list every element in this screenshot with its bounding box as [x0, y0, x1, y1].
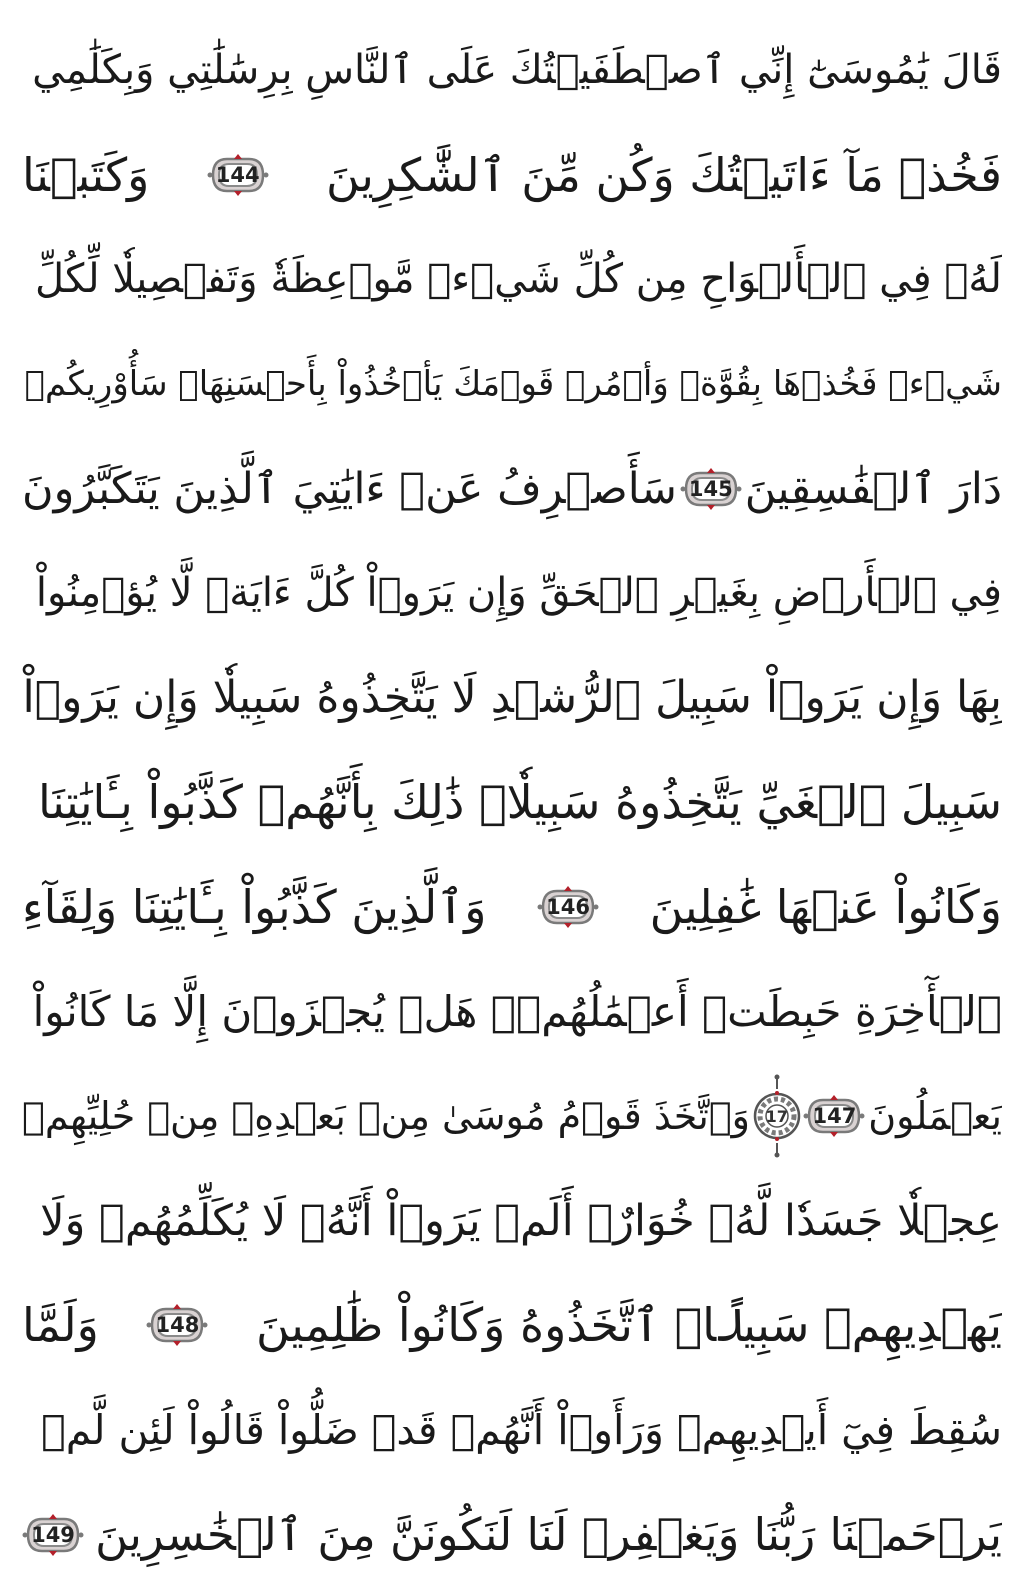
verse-line: [22, 1482, 1002, 1587]
verse-line: [22, 646, 1002, 751]
verse-line: [22, 332, 1002, 437]
verse-text: سُقِطَ فِيٓ أَيۡدِيهِمۡ وَرَأَوۡاْ أَنَّهُمۡ قَدۡ ضَلُّواْ قَالُواْ لَئِن لَّمۡ: [41, 1406, 1002, 1455]
verse-text: شَيۡءٖ فَخُذۡهَا بِقُوَّةٖ وَأۡمُرۡ قَوۡمَكَ يَأۡخُذُواْ بِأَحۡسَنِهَاۚ سَأُوْرِيكُمۡ: [24, 364, 1002, 405]
verse-text: وَكَانُواْ عَنۡهَا غَٰفِلِينَ: [649, 880, 1002, 935]
verse-text: دَارَ ٱلۡفَٰسِقِينَ: [744, 463, 1002, 514]
verse-text: سَأَصۡرِفُ عَنۡ ءَايَٰتِيَ ٱلَّذِينَ يَتَكَبَّرُونَ: [22, 463, 677, 514]
verse-line: [22, 541, 1002, 646]
verse-line: [22, 1064, 1002, 1169]
hizb-marker-icon: [753, 1073, 801, 1159]
verse-line: [22, 855, 1002, 960]
verse-text: فَخُذۡ مَآ ءَاتَيۡتُكَ وَكُن مِّنَ ٱلشَّٰكِرِينَ: [326, 147, 1002, 202]
ayah-number: 147: [812, 1104, 857, 1129]
verse-lines: [22, 18, 1002, 1587]
ayah-end-icon: [537, 885, 599, 929]
ayah-end-icon: [803, 1094, 865, 1138]
verse-line: [22, 227, 1002, 332]
ayah-number: 145: [688, 476, 733, 501]
verse-text: ٱلۡأٓخِرَةِ حَبِطَتۡ أَعۡمَٰلُهُمۡۚ هَلۡ يُجۡزَوۡنَ إِلَّا مَا كَانُواْ: [32, 987, 1002, 1037]
ayah-end-icon: [22, 1513, 84, 1557]
verse-line: [22, 1378, 1002, 1483]
verse-text: وَٱلَّذِينَ كَذَّبُواْ بِـَٔايَٰتِنَا وَلِقَآءِ: [22, 880, 487, 935]
verse-text: يَهۡدِيهِمۡ سَبِيلًاۘ ٱتَّخَذُوهُ وَكَانُواْ ظَٰلِمِينَ: [255, 1298, 1002, 1353]
ayah-end-icon: [146, 1303, 208, 1347]
verse-text: فِي ٱلۡأَرۡضِ بِغَيۡرِ ٱلۡحَقِّ وَإِن يَرَوۡاْ كُلَّ ءَايَةٖ لَّا يُؤۡمِنُواْ: [35, 570, 1002, 617]
ayah-number: 149: [31, 1522, 75, 1547]
ayah-number: 144: [215, 162, 260, 187]
verse-line: [22, 750, 1002, 855]
verse-text: سَبِيلَ ٱلۡغَيِّ يَتَّخِذُوهُ سَبِيلٗاۚ ذَٰلِكَ بِأَنَّهُمۡ كَذَّبُواْ بِـَٔايَٰتِنَا: [37, 775, 1002, 830]
verse-line: [22, 1169, 1002, 1274]
verse-text: وَٱتَّخَذَ قَوۡمُ مُوسَىٰ مِنۢ بَعۡدِهِۦ مِنۡ حُلِيِّهِمۡ: [22, 1094, 751, 1139]
verse-text: يَرۡحَمۡنَا رَبُّنَا وَيَغۡفِرۡ لَنَا لَنَكُونَنَّ مِنَ ٱلۡخَٰسِرِينَ: [95, 1508, 1002, 1562]
ayah-number: 148: [155, 1313, 200, 1338]
hizb-number: 17: [765, 1106, 788, 1126]
verse-text: لَهُۥ فِي ٱلۡأَلۡوَاحِ مِن كُلِّ شَيۡءٖ مَّوۡعِظَةٗ وَتَفۡصِيلٗا لِّكُلِّ: [35, 256, 1002, 303]
verse-text: يَعۡمَلُونَ: [868, 1094, 1002, 1139]
verse-line: [22, 1273, 1002, 1378]
verse-line: [22, 436, 1002, 541]
verse-text: بِهَا وَإِن يَرَوۡاْ سَبِيلَ ٱلرُّشۡدِ لَا يَتَّخِذُوهُ سَبِيلٗا وَإِن يَرَوۡاْ: [22, 672, 1002, 724]
verse-line: [22, 18, 1002, 123]
verse-text: وَلَمَّا: [22, 1298, 99, 1353]
ayah-number: 146: [546, 895, 590, 920]
verse-text: وَكَتَبۡنَا: [22, 147, 150, 202]
verse-line: [22, 123, 1002, 228]
verse-line: [22, 959, 1002, 1064]
ayah-end-icon: [207, 153, 269, 197]
verse-text: عِجۡلٗا جَسَدٗا لَّهُۥ خُوَارٌۚ أَلَمۡ يَرَوۡاْ أَنَّهُۥ لَا يُكَلِّمُهُمۡ وَلَا: [40, 1195, 1002, 1246]
verse-text: قَالَ يَٰمُوسَىٰٓ إِنِّي ٱصۡطَفَيۡتُكَ عَلَى ٱلنَّاسِ بِرِسَٰلَٰتِي وَبِكَلَٰمِي: [32, 47, 1002, 94]
ayah-end-icon: [680, 467, 742, 511]
